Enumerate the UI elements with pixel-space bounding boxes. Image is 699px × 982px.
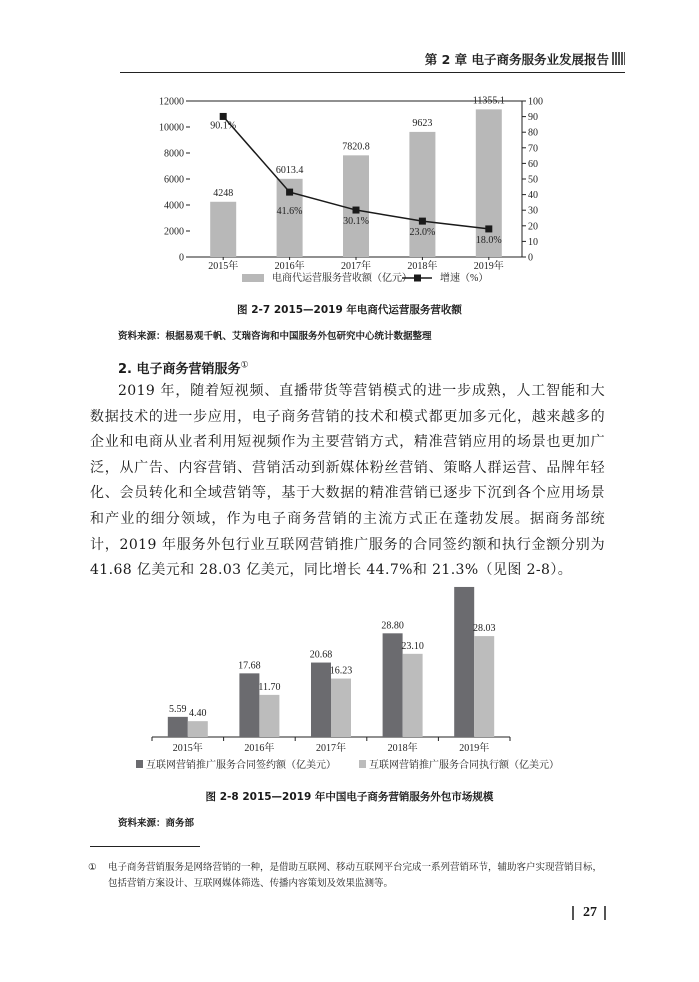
- legend-bar-label: 电商代运营服务营收额（亿元）: [272, 273, 412, 284]
- bar-executed-value-label: 4.40: [189, 708, 207, 720]
- y-tick-label: 6000: [164, 174, 184, 186]
- growth-value-label: 23.0%: [409, 227, 436, 239]
- y-tick-label: 12000: [159, 96, 184, 108]
- growth-value-label: 90.1%: [210, 120, 237, 132]
- bar-contract-executed: [474, 636, 494, 737]
- header-rule: [120, 72, 625, 73]
- x-tick-label: 2018年: [407, 261, 438, 272]
- growth-value-label: 30.1%: [343, 216, 369, 228]
- bar-contract-signed: [239, 673, 259, 737]
- bar-signed-value-label: 20.68: [309, 649, 333, 661]
- chart-2-7: [0, 90, 699, 290]
- bar-signed-value-label: 17.68: [238, 660, 261, 672]
- bar-signed-value-label: 5.59: [169, 703, 187, 715]
- bar: [343, 155, 369, 257]
- bar-contract-signed: [311, 663, 331, 737]
- bar-value-label: 4248: [213, 187, 234, 199]
- page-number-bar-left: [572, 906, 574, 920]
- growth-point: [220, 113, 227, 120]
- bar-value-label: 9623: [412, 117, 433, 129]
- figure-2-8-source: 资料来源：商务部: [118, 818, 195, 829]
- bar-contract-signed: [168, 717, 188, 737]
- growth-point: [353, 207, 360, 214]
- x-tick-label: 2017年: [341, 261, 371, 272]
- x-tick-label: 2019年: [473, 261, 504, 272]
- growth-point: [485, 225, 492, 232]
- figure-2-7-source: 资料来源：根据易观千帆、艾瑞咨询和中国服务外包研究中心统计数据整理: [118, 331, 432, 342]
- y-tick-label: 4000: [164, 200, 184, 212]
- x-tick-label: 2017年: [316, 743, 346, 754]
- y2-tick-label: 70: [528, 143, 538, 155]
- body-paragraph-block: [90, 379, 605, 584]
- legend-signed-label: 互联网营销推广服务合同签约额（亿美元）: [146, 760, 336, 771]
- page-number-bar-right: [604, 906, 606, 920]
- x-tick-label: 2015年: [172, 743, 203, 754]
- footnote-mark: ①: [88, 862, 97, 873]
- bar-contract-signed: [383, 633, 403, 737]
- bar-contract-executed: [403, 654, 423, 737]
- bar-value-label: 6013.4: [275, 164, 304, 176]
- x-tick-label: 2015年: [208, 261, 239, 272]
- growth-value-label: 18.0%: [475, 234, 502, 246]
- y2-tick-label: 20: [528, 221, 538, 233]
- footnote-rule: [90, 846, 200, 847]
- legend-signed-swatch: [136, 760, 143, 768]
- legend-executed-swatch: [359, 760, 366, 768]
- y-tick-label: 10000: [159, 122, 184, 134]
- growth-point: [419, 218, 426, 225]
- bar-executed-value-label: 16.23: [329, 665, 353, 677]
- y2-tick-label: 60: [528, 158, 538, 170]
- section-heading-text: 2. 电子商务营销服务: [118, 362, 241, 377]
- bar-contract-executed: [188, 721, 208, 737]
- growth-point: [286, 189, 293, 196]
- bar-signed-value-label: 28.80: [381, 620, 404, 632]
- y2-tick-label: 40: [528, 190, 538, 202]
- bar-executed-value-label: 28.03: [472, 623, 496, 635]
- bar-value-label: 11355.1: [472, 95, 505, 107]
- y-tick-label: 8000: [164, 148, 184, 160]
- body-paragraph: 2019 年，随着短视频、直播带货等营销模式的进一步成熟，人工智能和大数据技术的进一步应用，电子商务营销的技术和模式都更加多元化，越来越多的企业和电商从业者利用短视频作为主要营销方式，精准营销应用的场景也更加广泛，从广告、内容营销、营销活动到新媒体粉丝营销、策略人群运营、品牌年轻化、会员转化和全域营销等，基于大数据的精准营销已逐步下沉到各个应用场景和产业的细分领域，作为电子商务营销的主流方式正在蓬勃发展。据商务部统计，2019 年服务外包行业互联网营销推广服务的合同签约额和执行金额分别为 41.68 亿美元和 28.03 亿美元，同比增长 44.7%和 21.3%（见图 2-8）。: [90, 383, 605, 579]
- bar: [210, 202, 236, 257]
- x-tick-label: 2018年: [387, 743, 418, 754]
- y2-tick-label: 90: [528, 112, 538, 124]
- footnote: [88, 860, 608, 891]
- x-tick-label: 2019年: [459, 743, 490, 754]
- footnote-text: 电子商务营销服务是网络营销的一种，是借助互联网、移动互联网平台完成一系列营销环节，辅助客户实现营销目标，包括营销方案设计、互联网媒体筛选、传播内容策划及效果监测等。: [108, 862, 603, 889]
- section-heading: [118, 358, 249, 377]
- y2-tick-label: 0: [528, 252, 533, 264]
- y2-tick-label: 100: [528, 96, 543, 108]
- chapter-header: 第 2 章 电子商务服务业发展报告: [424, 52, 609, 67]
- legend-line-label: 增速（%）: [440, 273, 489, 284]
- y-tick-label: 0: [179, 252, 184, 264]
- figure-2-7-caption: 图 2-7 2015—2019 年电商代运营服务营收额: [237, 304, 462, 316]
- legend-line-marker: [414, 275, 421, 282]
- y-tick-label: 2000: [164, 226, 184, 238]
- bar-contract-signed: [454, 587, 474, 737]
- bar-contract-executed: [331, 679, 351, 737]
- bar-executed-value-label: 11.70: [258, 681, 281, 693]
- chart-2-8: [0, 585, 699, 785]
- y2-tick-label: 80: [528, 127, 538, 139]
- y2-tick-label: 50: [528, 174, 538, 186]
- footnote-ref: ①: [240, 360, 249, 371]
- y2-tick-label: 30: [528, 205, 538, 217]
- header-mark: [612, 52, 625, 65]
- page-number: 27: [583, 905, 597, 920]
- legend-bar-swatch: [242, 274, 264, 282]
- x-tick-label: 2016年: [244, 743, 275, 754]
- bar-value-label: 7820.8: [342, 141, 370, 153]
- growth-value-label: 41.6%: [276, 206, 303, 218]
- y2-tick-label: 10: [528, 236, 538, 248]
- x-tick-label: 2016年: [274, 261, 305, 272]
- figure-2-8-caption: 图 2-8 2015—2019 年中国电子商务营销服务外包市场规模: [205, 791, 494, 803]
- bar: [409, 132, 435, 257]
- legend-executed-label: 互联网营销推广服务合同执行额（亿美元）: [369, 760, 559, 771]
- bar-contract-executed: [259, 695, 279, 737]
- bar-executed-value-label: 23.10: [401, 640, 424, 652]
